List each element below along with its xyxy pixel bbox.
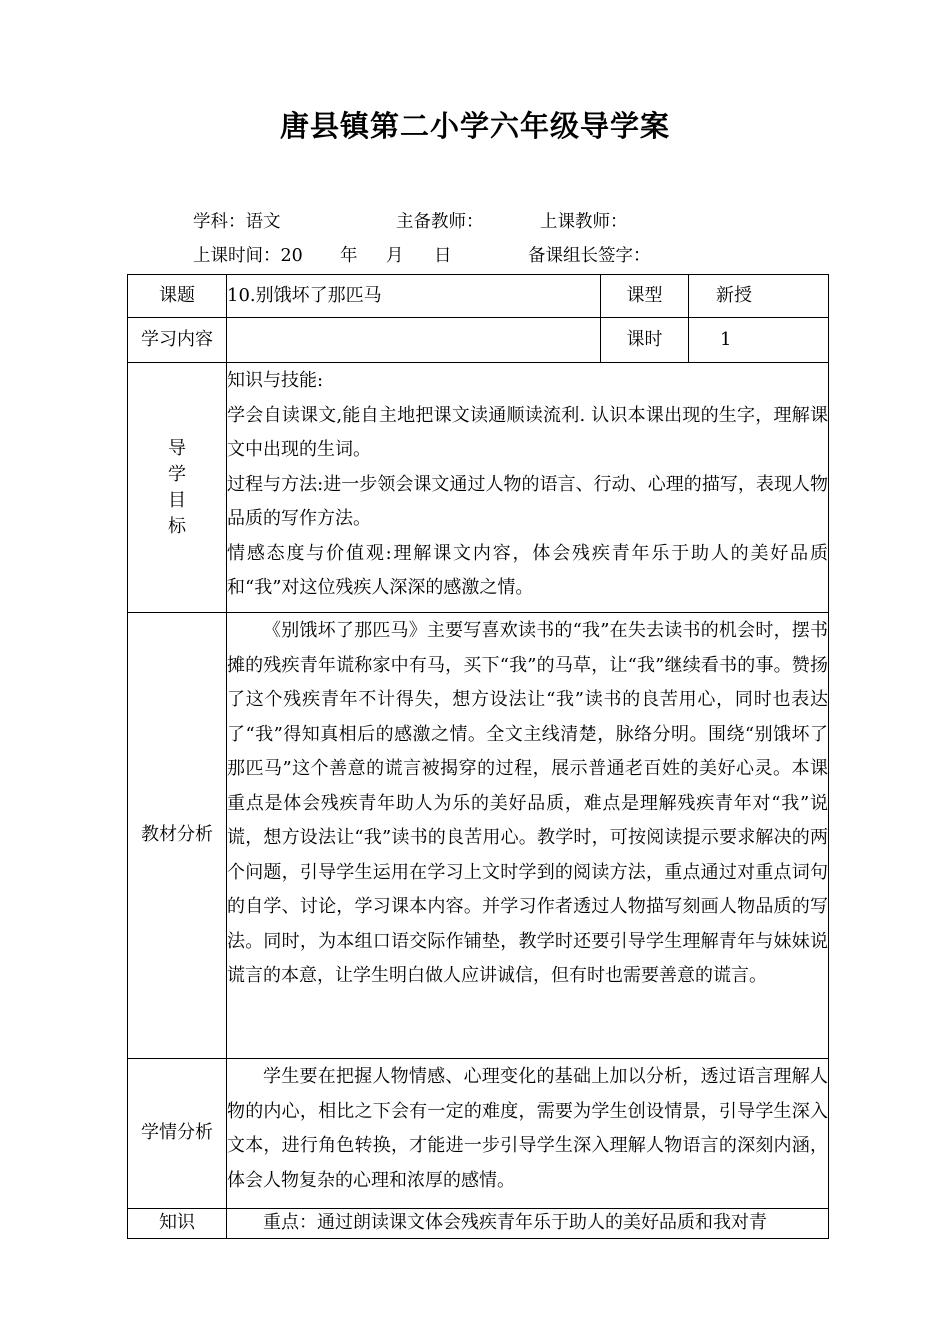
learner-row bbox=[128, 1059, 829, 1209]
skill-title: 知识与技能: bbox=[227, 370, 324, 391]
material-label: 教材分析 bbox=[128, 613, 227, 1059]
lesson-teacher-field: 上课教师： bbox=[540, 212, 628, 232]
goals-label bbox=[128, 363, 227, 613]
goals-content bbox=[227, 363, 829, 613]
knowledge-row bbox=[128, 1209, 829, 1239]
goals-label-char: 导 bbox=[168, 437, 186, 459]
process-text: 过程与方法:进一步领会课文通过人物的语言、行动、心理的描写，表现人物品质的写作方法。 bbox=[227, 473, 828, 529]
learner-content bbox=[227, 1059, 829, 1209]
knowledge-text: 重点：通过朗读课文体会残疾青年乐于助人的美好品质和我对青 bbox=[263, 1212, 767, 1233]
content-row bbox=[128, 318, 829, 363]
knowledge-label: 知识 bbox=[128, 1209, 227, 1239]
material-text: 《别饿坏了那匹马》主要写喜欢读书的“我”在失去读书的机会时，摆书摊的残疾青年谎称家中有马，买下“我”的马草，让“我”继续看书的事。赞扬了这个残疾青年不计得失，想方设法让“我”读书的良苦用心，同时也表达了“我”得知真相后的感激之情。全文主线清楚，脉络分明。围绕“别饿坏了那匹马”这个善意的谎言被揭穿的过程，展示普通老百姓的美好心灵。本课重点是体会残疾青年助人为乐的美好品质，难点是理解残疾青年对“我”说谎，想方设法让“我”读书的良苦用心。教学时，可按阅读提示要求解决的两个问题，引导学生运用在学习上文时学到的阅读方法，重点通过对重点词句的自学、讨论，学习课本内容。并学习作者透过人物描写刻画人物品质的写法。同时，为本组口语交际作铺垫，教学时还要引导学生理解青年与妹妹说谎言的本意，让学生明白做人应讲诚信，但有时也需要善意的谎言。 bbox=[227, 620, 828, 986]
lesson-time-field: 上课时间：20 bbox=[193, 246, 303, 266]
goals-label-char: 目 bbox=[168, 489, 186, 511]
skill-text: 学会自读课文,能自主地把课文读通顺读流利. 认识本课出现的生字，理解课文中出现的生词。 bbox=[227, 404, 828, 460]
content-label: 学习内容 bbox=[128, 318, 227, 363]
year-label: 年 bbox=[340, 246, 358, 266]
lesson-plan-table bbox=[127, 274, 829, 1239]
type-value: 新授 bbox=[689, 275, 829, 318]
goals-label-char: 标 bbox=[168, 515, 186, 537]
month-label: 月 bbox=[386, 246, 404, 266]
subject-field: 学科：语文 bbox=[193, 212, 281, 232]
material-content bbox=[227, 613, 829, 1059]
learner-label: 学情分析 bbox=[128, 1059, 227, 1209]
topic-row bbox=[128, 275, 829, 318]
topic-label: 课题 bbox=[128, 275, 227, 318]
goals-label-char: 学 bbox=[168, 463, 186, 485]
type-label: 课型 bbox=[601, 275, 689, 318]
material-row bbox=[128, 613, 829, 1059]
goals-row bbox=[128, 363, 829, 613]
main-teacher-field: 主备教师： bbox=[396, 212, 484, 232]
period-label: 课时 bbox=[601, 318, 689, 363]
content-value bbox=[227, 318, 601, 363]
period-value: 1 bbox=[689, 318, 829, 363]
page-title: 唐县镇第二小学六年级导学案 bbox=[279, 109, 670, 143]
learner-text: 学生要在把握人物情感、心理变化的基础上加以分析，透过语言理解人物的内心，相比之下会有一定的难度，需要为学生创设情景，引导学生深入文本，进行角色转换，才能进一步引导学生深入理解人物语言的深刻内涵，体会人物复杂的心理和浓厚的感情。 bbox=[227, 1066, 828, 1191]
emotion-text: 情感态度与价值观:理解课文内容，体会残疾青年乐于助人的美好品质和“我”对这位残疾人深深的感激之情。 bbox=[227, 542, 828, 598]
knowledge-content bbox=[227, 1209, 829, 1239]
leader-sign-field: 备课组长签字： bbox=[528, 246, 651, 266]
topic-value: 10.别饿坏了那匹马 bbox=[227, 275, 601, 318]
day-label: 日 bbox=[434, 246, 452, 266]
